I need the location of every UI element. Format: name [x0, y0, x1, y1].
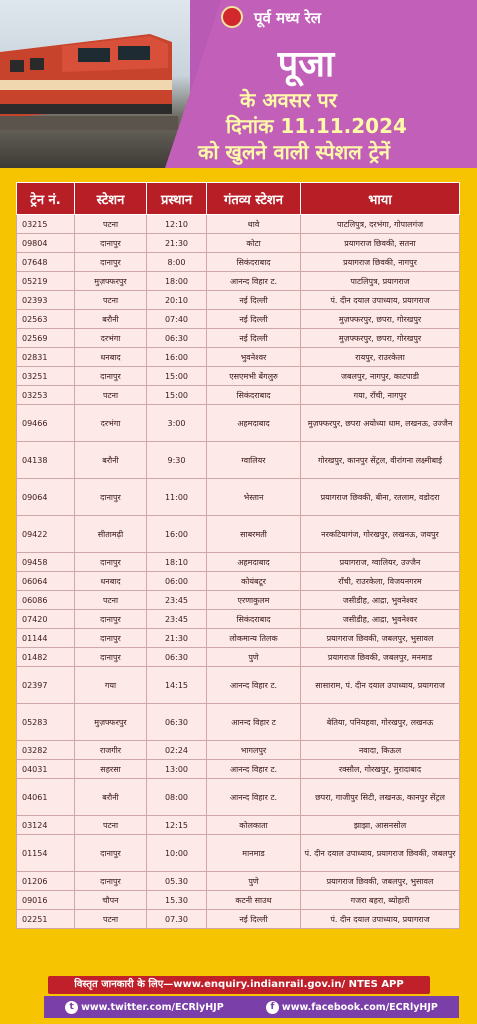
table-row — [17, 253, 460, 272]
cell-departure: 20:10 — [147, 291, 207, 310]
cell-station: पटना — [75, 910, 147, 929]
table-row — [17, 367, 460, 386]
cell-departure: 12:15 — [147, 816, 207, 835]
cell-via: जसीडीह, आद्रा, भुवनेश्वर — [301, 591, 460, 610]
table-header-row — [17, 183, 460, 215]
cell-train-no: 09466 — [17, 405, 75, 442]
cell-station: दानापुर — [75, 253, 147, 272]
cell-departure: 16:00 — [147, 348, 207, 367]
table-row — [17, 760, 460, 779]
cell-destination: कोटा — [207, 234, 301, 253]
cell-departure: 11:00 — [147, 479, 207, 516]
twitter-url: www.twitter.com/ECRlyHJP — [81, 1001, 224, 1013]
subtitle-line-3: को खुलने वाली स्पेशल ट्रेनें — [198, 140, 390, 164]
cell-station: पटना — [75, 386, 147, 405]
col-header-via: भाया — [301, 183, 460, 215]
cell-departure: 8:00 — [147, 253, 207, 272]
cell-train-no: 02393 — [17, 291, 75, 310]
cell-destination: आनन्द विहार ट. — [207, 667, 301, 704]
cell-departure: 06:30 — [147, 648, 207, 667]
cell-train-no: 01482 — [17, 648, 75, 667]
facebook-icon: f — [266, 1001, 279, 1014]
cell-departure: 15:00 — [147, 367, 207, 386]
cell-departure: 06:30 — [147, 704, 207, 741]
cell-destination: नई दिल्ली — [207, 910, 301, 929]
cell-train-no: 02563 — [17, 310, 75, 329]
cell-via: पं. दीन दयाल उपाध्याय, प्रयागराज — [301, 291, 460, 310]
cell-destination: कटनी साउथ — [207, 891, 301, 910]
cell-via: पं. दीन दयाल उपाध्याय, प्रयागराज छिवकी, जबलपुर — [301, 835, 460, 872]
cell-via: पाटलिपुत्र, प्रयागराज — [301, 272, 460, 291]
cell-departure: 06:00 — [147, 572, 207, 591]
table-row — [17, 291, 460, 310]
cell-train-no: 04031 — [17, 760, 75, 779]
cell-destination: कोलकाता — [207, 816, 301, 835]
cell-via: प्रयागराज छिवकी, बीना, रतलाम, वडोदरा — [301, 479, 460, 516]
table-row — [17, 779, 460, 816]
cell-destination: आनन्द विहार ट. — [207, 779, 301, 816]
cell-train-no: 02251 — [17, 910, 75, 929]
cell-train-no: 09064 — [17, 479, 75, 516]
table-row — [17, 704, 460, 741]
cell-train-no: 06064 — [17, 572, 75, 591]
cell-station: दानापुर — [75, 479, 147, 516]
cell-destination: आनन्द विहार ट — [207, 704, 301, 741]
table-row — [17, 872, 460, 891]
cell-station: दानापुर — [75, 872, 147, 891]
cell-station: पटना — [75, 215, 147, 234]
twitter-link[interactable] — [65, 1001, 224, 1014]
organization-name: पूर्व मध्य रेल — [254, 9, 321, 27]
table-row — [17, 442, 460, 479]
cell-train-no: 03282 — [17, 741, 75, 760]
cell-station: चौपन — [75, 891, 147, 910]
cell-destination: साबरमती — [207, 516, 301, 553]
cell-via: प्रयागराज, ग्वालियर, उज्जैन — [301, 553, 460, 572]
cell-station: मुज़फ्फरपुर — [75, 704, 147, 741]
table-row — [17, 741, 460, 760]
cell-train-no: 01144 — [17, 629, 75, 648]
cell-via: बेतिया, पनियहवा, गोरखपुर, लखनऊ — [301, 704, 460, 741]
facebook-url: www.facebook.com/ECRlyHJP — [281, 1001, 438, 1013]
subtitle-line-1: के अवसर पर — [240, 88, 337, 112]
cell-departure: 05.30 — [147, 872, 207, 891]
table-row — [17, 215, 460, 234]
cell-station: पटना — [75, 291, 147, 310]
header-banner — [0, 0, 477, 168]
cell-departure: 07:40 — [147, 310, 207, 329]
cell-departure: 12:10 — [147, 215, 207, 234]
table-row — [17, 479, 460, 516]
cell-destination: भुवनेश्वर — [207, 348, 301, 367]
cell-train-no: 01154 — [17, 835, 75, 872]
cell-departure: 18:10 — [147, 553, 207, 572]
cell-departure: 21:30 — [147, 629, 207, 648]
cell-destination: पुणे — [207, 872, 301, 891]
cell-departure: 18:00 — [147, 272, 207, 291]
cell-train-no: 03215 — [17, 215, 75, 234]
cell-via: प्रयागराज छिवकी, जबलपुर, भुसावल — [301, 872, 460, 891]
cell-destination: भागलपुर — [207, 741, 301, 760]
cell-destination: अहमदाबाद — [207, 405, 301, 442]
cell-via: प्रयागराज छिवकी, जबलपुर, मनमाड — [301, 648, 460, 667]
social-links-bar — [44, 996, 459, 1018]
table-row — [17, 591, 460, 610]
cell-via: मुज़फ्फरपुर, छपरा अयोध्या धाम, लखनऊ, उज्जैन — [301, 405, 460, 442]
cell-departure: 16:00 — [147, 516, 207, 553]
cell-station: पटना — [75, 816, 147, 835]
cell-destination: मानमाड — [207, 835, 301, 872]
table-row — [17, 835, 460, 872]
cell-destination: कोयंबटूर — [207, 572, 301, 591]
cell-via: मुज़फ्फरपुर, छपरा, गोरखपुर — [301, 310, 460, 329]
locomotive-image — [0, 22, 178, 130]
table-row — [17, 329, 460, 348]
cell-via: गजरा बहरा, ब्योहारी — [301, 891, 460, 910]
cell-via: रक्सौल, गोरखपुर, मुरादाबाद — [301, 760, 460, 779]
cell-via: पाटलिपुत्र, दरभंगा, गोपालगंज — [301, 215, 460, 234]
cell-via: प्रयागराज छिवकी, जबलपुर, भुसावल — [301, 629, 460, 648]
cell-station: सीतामढ़ी — [75, 516, 147, 553]
cell-via: गया, राँची, नागपुर — [301, 386, 460, 405]
cell-via: प्रयागराज छिवकी, सतना — [301, 234, 460, 253]
cell-train-no: 05283 — [17, 704, 75, 741]
cell-destination: ग्वालियर — [207, 442, 301, 479]
table-row — [17, 910, 460, 929]
table-row — [17, 667, 460, 704]
cell-station: सहरसा — [75, 760, 147, 779]
cell-station: बरौनी — [75, 779, 147, 816]
cell-train-no: 03251 — [17, 367, 75, 386]
cell-departure: 13:00 — [147, 760, 207, 779]
cell-station: दानापुर — [75, 553, 147, 572]
info-banner: विस्तृत जानकारी के लिए—www.enquiry.indianrail.gov.in/ NTES APP — [48, 976, 430, 994]
cell-via: रायपुर, राउरकेला — [301, 348, 460, 367]
cell-station: दरभंगा — [75, 329, 147, 348]
cell-destination: एरणाकुलम — [207, 591, 301, 610]
table-row — [17, 629, 460, 648]
table-row — [17, 553, 460, 572]
cell-station: दानापुर — [75, 648, 147, 667]
col-header-departure: प्रस्थान — [147, 183, 207, 215]
table-row — [17, 648, 460, 667]
table-row — [17, 310, 460, 329]
cell-destination: पुणे — [207, 648, 301, 667]
cell-destination: सिकंदराबाद — [207, 253, 301, 272]
cell-via: छपरा, गाजीपुर सिटी, लखनऊ, कानपुर सेंट्रल — [301, 779, 460, 816]
cell-via: प्रयागराज छिवकी, नागपुर — [301, 253, 460, 272]
cell-train-no: 02831 — [17, 348, 75, 367]
cell-departure: 23:45 — [147, 610, 207, 629]
cell-destination: सिकंदराबाद — [207, 610, 301, 629]
cell-departure: 9:30 — [147, 442, 207, 479]
cell-departure: 23:45 — [147, 591, 207, 610]
cell-train-no: 04138 — [17, 442, 75, 479]
cell-station: दानापुर — [75, 629, 147, 648]
cell-station: दानापुर — [75, 367, 147, 386]
cell-departure: 14:15 — [147, 667, 207, 704]
facebook-link[interactable] — [266, 1001, 438, 1014]
cell-station: पटना — [75, 591, 147, 610]
cell-via: नरकटियागंज, गोरखपुर, लखनऊ, जयपुर — [301, 516, 460, 553]
col-header-destination: गंतव्य स्टेशन — [207, 183, 301, 215]
table-row — [17, 572, 460, 591]
cell-destination: नई दिल्ली — [207, 310, 301, 329]
cell-station: दानापुर — [75, 835, 147, 872]
cell-destination: लोकमान्य तिलक — [207, 629, 301, 648]
cell-via: जसीडीह, आद्रा, भुवनेश्वर — [301, 610, 460, 629]
cell-via: राँची, राउरकेला, विजयनगरम — [301, 572, 460, 591]
cell-train-no: 05219 — [17, 272, 75, 291]
cell-via: मुज़फ्फरपुर, छपरा, गोरखपुर — [301, 329, 460, 348]
cell-departure: 3:00 — [147, 405, 207, 442]
table-row — [17, 234, 460, 253]
cell-station: धनबाद — [75, 572, 147, 591]
cell-station: दरभंगा — [75, 405, 147, 442]
cell-departure: 15:00 — [147, 386, 207, 405]
cell-train-no: 06086 — [17, 591, 75, 610]
occasion-title: पूजा — [277, 44, 335, 85]
cell-via: झाझा, आसनसोल — [301, 816, 460, 835]
cell-station: गया — [75, 667, 147, 704]
table-row — [17, 405, 460, 442]
cell-departure: 21:30 — [147, 234, 207, 253]
cell-via: पं. दीन दयाल उपाध्याय, प्रयागराज — [301, 910, 460, 929]
table-row — [17, 891, 460, 910]
col-header-station: स्टेशन — [75, 183, 147, 215]
cell-station: राजगीर — [75, 741, 147, 760]
cell-train-no: 09804 — [17, 234, 75, 253]
cell-train-no: 07420 — [17, 610, 75, 629]
cell-departure: 15.30 — [147, 891, 207, 910]
cell-via: गोरखपुर, कानपुर सेंट्रल, वीरांगना लक्ष्मीबाई — [301, 442, 460, 479]
cell-train-no: 09016 — [17, 891, 75, 910]
cell-destination: अहमदाबाद — [207, 553, 301, 572]
cell-train-no: 09458 — [17, 553, 75, 572]
cell-departure: 08:00 — [147, 779, 207, 816]
cell-train-no: 09422 — [17, 516, 75, 553]
cell-destination: आनन्द विहार ट. — [207, 272, 301, 291]
table-row — [17, 816, 460, 835]
cell-train-no: 03253 — [17, 386, 75, 405]
cell-destination: नई दिल्ली — [207, 329, 301, 348]
cell-destination: नई दिल्ली — [207, 291, 301, 310]
twitter-icon: t — [65, 1001, 78, 1014]
railway-logo-icon — [221, 6, 243, 28]
cell-destination: भेस्तान — [207, 479, 301, 516]
cell-departure: 06:30 — [147, 329, 207, 348]
cell-station: बरौनी — [75, 310, 147, 329]
cell-train-no: 01206 — [17, 872, 75, 891]
special-trains-table — [16, 182, 459, 929]
table-row — [17, 272, 460, 291]
cell-departure: 02:24 — [147, 741, 207, 760]
cell-via: नवादा, किऊल — [301, 741, 460, 760]
cell-train-no: 04061 — [17, 779, 75, 816]
table-row — [17, 348, 460, 367]
cell-station: दानापुर — [75, 234, 147, 253]
cell-train-no: 07648 — [17, 253, 75, 272]
cell-via: सासाराम, पं. दीन दयाल उपाध्याय, प्रयागराज — [301, 667, 460, 704]
cell-train-no: 02569 — [17, 329, 75, 348]
table-row — [17, 610, 460, 629]
cell-destination: सिकंदराबाद — [207, 386, 301, 405]
cell-station: मुज़फ्फरपुर — [75, 272, 147, 291]
cell-destination: आनन्द विहार ट. — [207, 760, 301, 779]
cell-destination: एसएमभी बेंगलुरु — [207, 367, 301, 386]
cell-station: धनबाद — [75, 348, 147, 367]
subtitle-date: दिनांक 11.11.2024 — [226, 114, 407, 138]
table-row — [17, 516, 460, 553]
cell-departure: 10:00 — [147, 835, 207, 872]
cell-station: दानापुर — [75, 610, 147, 629]
table-row — [17, 386, 460, 405]
cell-departure: 07.30 — [147, 910, 207, 929]
cell-train-no: 03124 — [17, 816, 75, 835]
cell-station: बरौनी — [75, 442, 147, 479]
cell-via: जबलपुर, नागपुर, काटपाडी — [301, 367, 460, 386]
cell-train-no: 02397 — [17, 667, 75, 704]
cell-destination: थावे — [207, 215, 301, 234]
col-header-train-no: ट्रेन नं. — [17, 183, 75, 215]
